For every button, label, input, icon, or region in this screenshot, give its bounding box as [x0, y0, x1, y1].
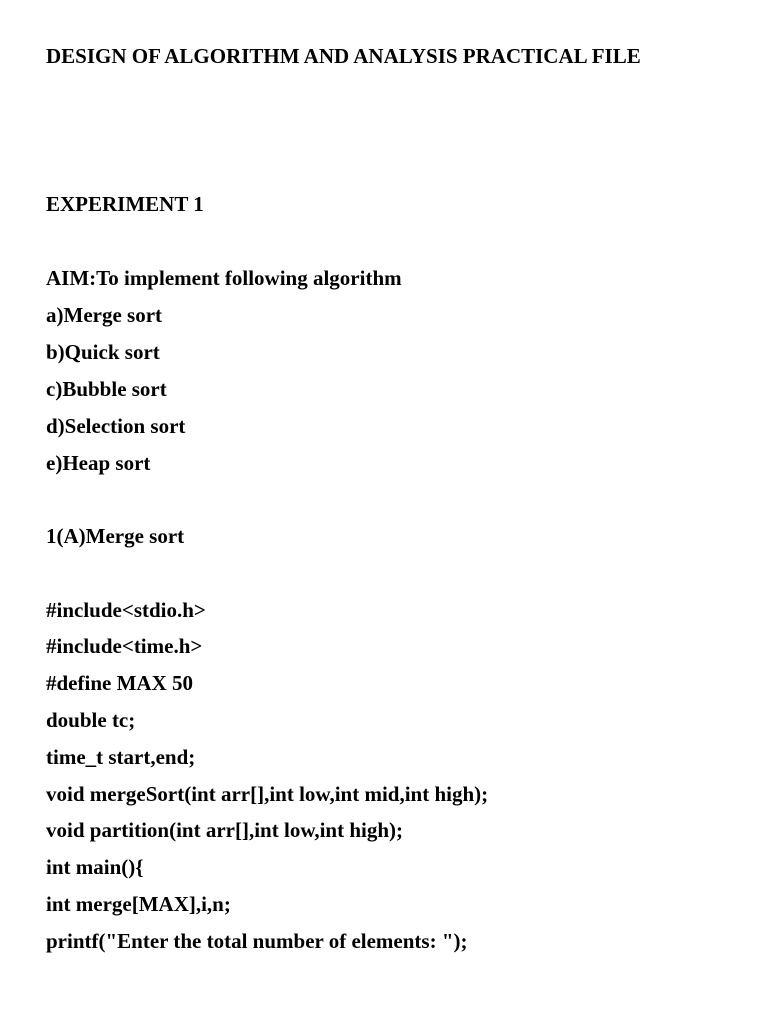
code-line: #include<stdio.h> [46, 598, 206, 622]
code-line: void partition(int arr[],int low,int high); [46, 818, 404, 842]
section-heading: 1(A)Merge sort [46, 524, 185, 548]
experiment-heading: EXPERIMENT 1 [46, 192, 204, 216]
code-line: #include<time.h> [46, 634, 203, 658]
code-line: double tc; [46, 708, 136, 732]
code-line: void mergeSort(int arr[],int low,int mid,int high); [46, 782, 489, 806]
code-line: time_t start,end; [46, 745, 196, 769]
code-line: #define MAX 50 [46, 671, 193, 695]
aim-statement: AIM:To implement following algorithm [46, 266, 402, 290]
algorithm-item: e)Heap sort [46, 451, 151, 475]
algorithm-item: b)Quick sort [46, 340, 160, 364]
code-line: int merge[MAX],i,n; [46, 892, 231, 916]
code-line: int main(){ [46, 855, 144, 879]
document-title: DESIGN OF ALGORITHM AND ANALYSIS PRACTICAL FILE [46, 44, 641, 68]
algorithm-item: a)Merge sort [46, 303, 163, 327]
algorithm-item: c)Bubble sort [46, 377, 167, 401]
code-line: printf("Enter the total number of elements: "); [46, 929, 468, 953]
algorithm-item: d)Selection sort [46, 414, 186, 438]
